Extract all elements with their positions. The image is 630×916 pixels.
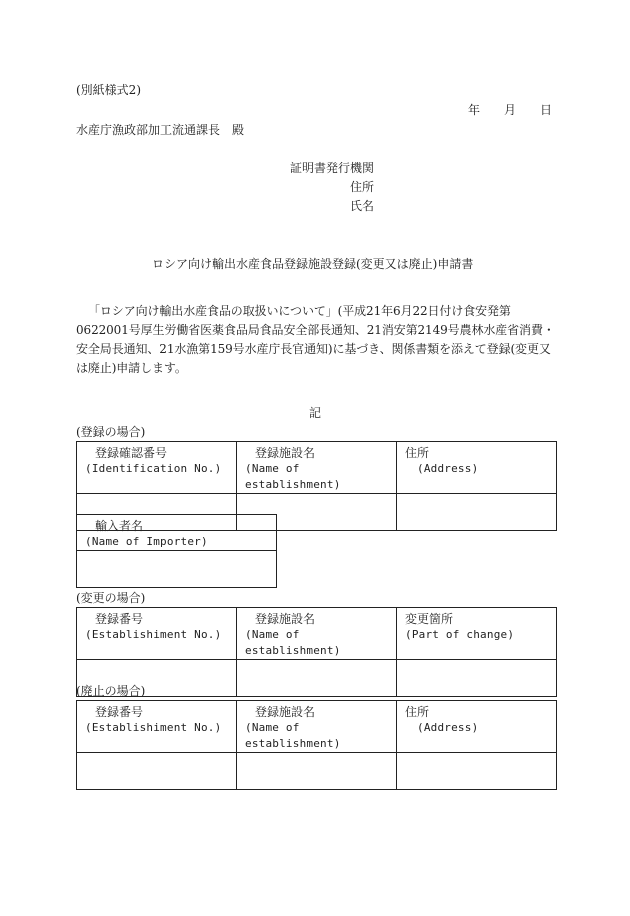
- date-year: 年: [468, 103, 481, 117]
- issuer-name-label: 氏名: [350, 199, 375, 213]
- issuer-org-label: 証明書発行機関: [290, 161, 375, 175]
- registration-address-cell[interactable]: [397, 494, 557, 531]
- importer-name-cell[interactable]: [77, 551, 277, 588]
- change-establishment-cell[interactable]: [237, 660, 397, 697]
- abolition-section-label: (廃止の場合): [76, 684, 146, 698]
- abolition-establishment-no-cell[interactable]: [77, 753, 237, 790]
- abolition-address-cell[interactable]: [397, 753, 557, 790]
- abolition-col3-header: 住所 (Address): [397, 701, 557, 753]
- abolition-col2-header: 登録施設名 (Name of establishment): [237, 701, 397, 753]
- change-part-cell[interactable]: [397, 660, 557, 697]
- abolition-table: [76, 700, 557, 790]
- abolition-establishment-cell[interactable]: [237, 753, 397, 790]
- ki-heading: 記: [309, 406, 322, 420]
- registration-col1-header: 登録確認番号 (Identification No.): [77, 442, 237, 494]
- issuer-address-label: 住所: [350, 180, 375, 194]
- addressee: 水産庁漁政部加工流通課長 殿: [76, 123, 245, 137]
- importer-table: [76, 514, 277, 588]
- date-month: 月: [504, 103, 517, 117]
- body-paragraph: [76, 302, 556, 378]
- body-text: 「ロシア向け輸出水産食品の取扱いについて」(平成21年6月22日付け食安発第0622001号厚生労働省医薬食品局食品安全部長通知、21消安第2149号農林水産省消費・安全局長通知、21水漁第159号水産庁長官通知)に基づき、関係書類を添えて登録(変更又は廃止)申請します。: [76, 304, 555, 375]
- importer-header: 輸入者名 (Name of Importer): [77, 515, 277, 551]
- change-table: [76, 607, 557, 697]
- date-day: 日: [540, 103, 553, 117]
- change-col1-header: 登録番号 (Establishiment No.): [77, 608, 237, 660]
- change-col2-header: 登録施設名 (Name of establishment): [237, 608, 397, 660]
- registration-col3-header: 住所 (Address): [397, 442, 557, 494]
- document-title: ロシア向け輸出水産食品登録施設登録(変更又は廃止)申請書: [152, 257, 474, 271]
- registration-section-label: (登録の場合): [76, 425, 146, 439]
- registration-col2-header: 登録施設名 (Name of establishment): [237, 442, 397, 494]
- change-section-label: (変更の場合): [76, 591, 146, 605]
- change-col3-header: 変更箇所 (Part of change): [397, 608, 557, 660]
- abolition-col1-header: 登録番号 (Establishiment No.): [77, 701, 237, 753]
- form-label: (別紙様式2): [76, 83, 141, 97]
